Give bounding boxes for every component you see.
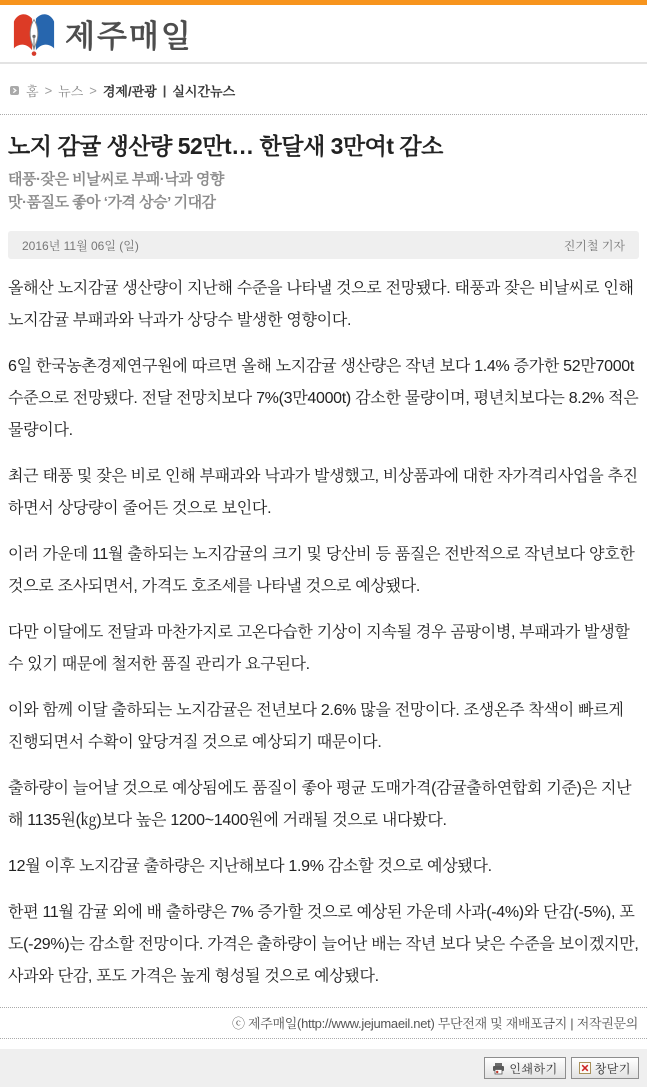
article-body [8,273,639,993]
breadcrumb-separator: > [89,83,97,98]
logo-mark-icon [12,11,56,57]
article-paragraph: 올해산 노지감귤 생산량이 지난해 수준을 나타낼 것으로 전망됐다. 태풍과 잦은 비날씨로 인해 노지감귤 부패과와 낙과가 상당수 발생한 영향이다. [8,280,634,329]
print-button[interactable] [484,1057,565,1079]
article-paragraph: 12월 이후 노지감귤 출하량은 지난해보다 1.9% 감소할 것으로 예상됐다. [8,858,492,875]
breadcrumb-bullet-icon [10,86,19,95]
site-name: 제주매일 [65,19,193,54]
close-button-label: 창닫기 [594,1061,631,1076]
article-meta-bar [8,231,639,259]
article-paragraph: 이러 가운데 11월 출하되는 노지감귤의 크기 및 당산비 등 품질은 전반적으로 작년보다 양호한 것으로 조사되면서, 가격도 호조세를 나타낼 것으로 예상됐다. [8,546,635,595]
site-header [0,5,647,64]
article-date: 2016년 11월 06일 (일) [22,238,139,253]
article-title: 노지 감귤 생산량 52만t… 한달새 3만여t 감소 [8,133,443,159]
article-paragraph: 한편 11월 감귤 외에 배 출하량은 7% 증가할 것으로 예상된 가운데 사과(-4%)와 단감(-5%), 포도(-29%)는 감소할 전망이다. 가격은 출하량이 늘어난 배는 작년 보다 낮은 수준을 보이겠지만, 사과와 단감, 포도 가격은 높게 형성될 것으로 예상됐다. [8,904,639,985]
breadcrumb-subcategory[interactable]: 실시간뉴스 [172,84,236,99]
site-logo[interactable] [12,11,193,57]
print-button-label: 인쇄하기 [509,1061,558,1076]
action-bar [0,1049,647,1087]
breadcrumb-separator: > [44,83,53,98]
breadcrumb [0,64,647,115]
subtitle-line: 맛·품질도 좋아 ‘가격 상승’ 기대감 [8,194,216,211]
breadcrumb-divider: | [162,83,167,98]
article-paragraph: 이와 함께 이달 출하되는 노지감귤은 전년보다 2.6% 많을 전망이다. 조생온주 착색이 빠르게 진행되면서 수확이 앞당겨질 것으로 예상되기 때문이다. [8,702,624,751]
breadcrumb-news[interactable]: 뉴스 [58,84,84,99]
printer-icon [492,1062,505,1075]
article-paragraph: 출하량이 늘어날 것으로 예상됨에도 품질이 좋아 평균 도매가격(감귤출하연합회 기준)은 지난해 1135원(㎏)보다 높은 1200~1400원에 거래될 것으로 내다봤다. [8,780,632,829]
breadcrumb-home[interactable]: 홈 [26,84,39,99]
copyright-notice: ⓒ 제주매일(http://www.jejumaeil.net) 무단전재 및 재배포금지 | 저작권문의 [0,1007,647,1039]
article-paragraph: 6일 한국농촌경제연구원에 따르면 올해 노지감귤 생산량은 작년 보다 1.4% 증가한 52만7000t 수준으로 전망됐다. 전달 전망치보다 7%(3만4000t) 감소한 물량이며, 평년치보다는 8.2% 적은 물량이다. [8,358,639,439]
article-reporter: 진기철 기자 [563,238,625,253]
subtitle-line: 태풍·잦은 비날씨로 부패·낙과 영향 [8,171,224,188]
article [0,131,647,1039]
close-icon [579,1062,591,1074]
breadcrumb-category[interactable]: 경제/관광 [102,84,157,99]
article-subtitle [8,168,639,214]
article-paragraph: 최근 태풍 및 잦은 비로 인해 부패과와 낙과가 발생했고, 비상품과에 대한 자가격리사업을 추진하면서 상당량이 줄어든 것으로 보인다. [8,468,638,517]
close-window-button[interactable] [571,1057,639,1079]
article-paragraph: 다만 이달에도 전달과 마찬가지로 고온다습한 기상이 지속될 경우 곰팡이병, 부패과가 발생할 수 있기 때문에 철저한 품질 관리가 요구된다. [8,624,630,673]
